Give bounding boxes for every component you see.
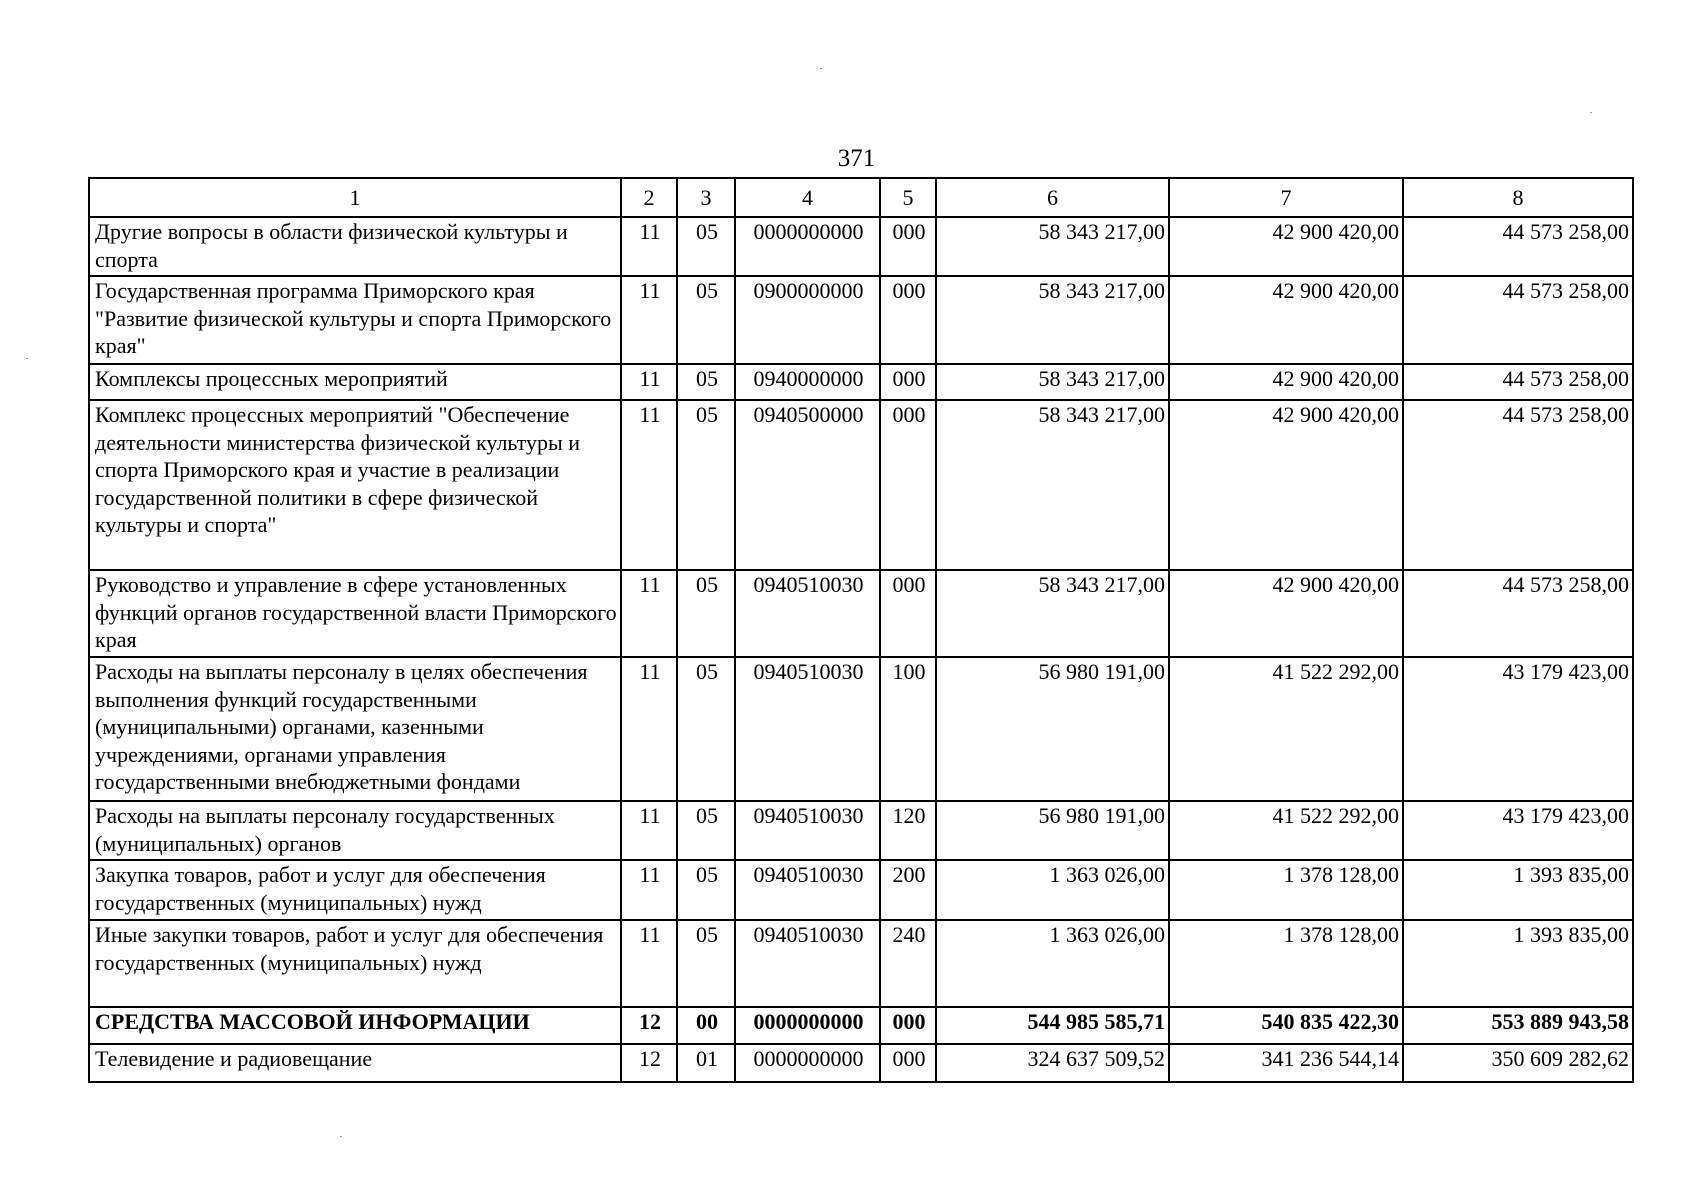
page-number: 371: [837, 145, 876, 172]
row-subsection-code: 05: [677, 657, 735, 801]
row-amount-col7: 42 900 420,00: [1169, 364, 1403, 400]
row-expense-type-code: 000: [880, 276, 936, 364]
row-amount-col8: 43 179 423,00: [1403, 657, 1633, 801]
row-section-code: 11: [621, 801, 677, 860]
row-amount-col6: 58 343 217,00: [936, 276, 1169, 364]
row-target-article-code: 0940510030: [735, 801, 880, 860]
row-amount-col8: 1 393 835,00: [1403, 920, 1633, 1007]
row-section-code: 11: [621, 276, 677, 364]
scan-speck: [340, 1136, 342, 1137]
row-amount-col7: 41 522 292,00: [1169, 657, 1403, 801]
row-amount-col8: 44 573 258,00: [1403, 400, 1633, 570]
row-subsection-code: 00: [677, 1007, 735, 1044]
row-amount-col6: 324 637 509,52: [936, 1044, 1169, 1082]
row-amount-col7: 41 522 292,00: [1169, 801, 1403, 860]
row-name: Государственная программа Приморского края "Развитие физической культуры и спорта Приморского края": [89, 276, 621, 364]
table-row: [89, 1007, 1633, 1044]
row-name: Иные закупки товаров, работ и услуг для обеспечения государственных (муниципальных) нужд: [89, 920, 621, 1007]
row-expense-type-code: 120: [880, 801, 936, 860]
header-row: [89, 178, 1633, 217]
row-amount-col6: 1 363 026,00: [936, 860, 1169, 920]
row-section-code: 11: [621, 860, 677, 920]
row-amount-col8: 350 609 282,62: [1403, 1044, 1633, 1082]
row-target-article-code: 0000000000: [735, 217, 880, 276]
table-row: [89, 570, 1633, 657]
scan-speck: [26, 358, 28, 359]
table-row: [89, 400, 1633, 570]
row-target-article-code: 0000000000: [735, 1007, 880, 1044]
row-subsection-code: 05: [677, 801, 735, 860]
row-expense-type-code: 200: [880, 860, 936, 920]
row-subsection-code: 05: [677, 276, 735, 364]
row-name: Комплекс процессных мероприятий "Обеспечение деятельности министерства физической культуры и спорта Приморского края и участие в реализации государственной политики в сфере физической культуры и спорта": [89, 400, 621, 570]
budget-table: [88, 177, 1634, 1083]
row-subsection-code: 05: [677, 217, 735, 276]
row-amount-col7: 42 900 420,00: [1169, 570, 1403, 657]
table-row: [89, 801, 1633, 860]
row-subsection-code: 05: [677, 364, 735, 400]
row-target-article-code: 0940500000: [735, 400, 880, 570]
column-header: 8: [1403, 178, 1633, 217]
table-row: [89, 920, 1633, 1007]
row-section-code: 12: [621, 1007, 677, 1044]
row-expense-type-code: 000: [880, 400, 936, 570]
row-amount-col8: 44 573 258,00: [1403, 570, 1633, 657]
row-amount-col6: 1 363 026,00: [936, 920, 1169, 1007]
table-row: [89, 217, 1633, 276]
row-subsection-code: 05: [677, 920, 735, 1007]
column-header: 2: [621, 178, 677, 217]
row-amount-col7: 42 900 420,00: [1169, 276, 1403, 364]
row-amount-col6: 58 343 217,00: [936, 400, 1169, 570]
row-target-article-code: 0940510030: [735, 570, 880, 657]
scan-speck: [820, 68, 822, 69]
scan-speck: [1590, 112, 1592, 113]
column-header: 7: [1169, 178, 1403, 217]
row-section-code: 11: [621, 217, 677, 276]
column-header: 1: [89, 178, 621, 217]
row-name: Руководство и управление в сфере установленных функций органов государственной власти Приморского края: [89, 570, 621, 657]
row-amount-col8: 43 179 423,00: [1403, 801, 1633, 860]
row-amount-col8: 44 573 258,00: [1403, 217, 1633, 276]
row-name: Телевидение и радиовещание: [89, 1044, 621, 1082]
row-target-article-code: 0940510030: [735, 657, 880, 801]
row-target-article-code: 0940510030: [735, 920, 880, 1007]
row-target-article-code: 0940000000: [735, 364, 880, 400]
row-expense-type-code: 000: [880, 1007, 936, 1044]
table-row: [89, 657, 1633, 801]
row-amount-col7: 42 900 420,00: [1169, 217, 1403, 276]
row-amount-col7: 1 378 128,00: [1169, 860, 1403, 920]
row-amount-col6: 56 980 191,00: [936, 657, 1169, 801]
row-expense-type-code: 240: [880, 920, 936, 1007]
row-target-article-code: 0940510030: [735, 860, 880, 920]
column-header: 4: [735, 178, 880, 217]
row-section-code: 12: [621, 1044, 677, 1082]
row-expense-type-code: 100: [880, 657, 936, 801]
row-amount-col8: 1 393 835,00: [1403, 860, 1633, 920]
column-header: 6: [936, 178, 1169, 217]
table-row: [89, 276, 1633, 364]
row-amount-col6: 544 985 585,71: [936, 1007, 1169, 1044]
row-amount-col8: 44 573 258,00: [1403, 364, 1633, 400]
row-amount-col7: 341 236 544,14: [1169, 1044, 1403, 1082]
column-header: 3: [677, 178, 735, 217]
row-expense-type-code: 000: [880, 570, 936, 657]
table-row: [89, 364, 1633, 400]
row-target-article-code: 0000000000: [735, 1044, 880, 1082]
row-subsection-code: 05: [677, 400, 735, 570]
row-section-code: 11: [621, 364, 677, 400]
row-section-code: 11: [621, 570, 677, 657]
column-header: 5: [880, 178, 936, 217]
row-subsection-code: 05: [677, 570, 735, 657]
row-amount-col8: 44 573 258,00: [1403, 276, 1633, 364]
row-name: СРЕДСТВА МАССОВОЙ ИНФОРМАЦИИ: [89, 1007, 621, 1044]
row-amount-col7: 540 835 422,30: [1169, 1007, 1403, 1044]
row-amount-col6: 58 343 217,00: [936, 217, 1169, 276]
row-expense-type-code: 000: [880, 217, 936, 276]
row-expense-type-code: 000: [880, 364, 936, 400]
row-target-article-code: 0900000000: [735, 276, 880, 364]
row-name: Расходы на выплаты персоналу в целях обеспечения выполнения функций государственными (муниципальными) органами, казенными учреждениями, органами управления государственными внебюджетными фондами: [89, 657, 621, 801]
row-name: Другие вопросы в области физической культуры и спорта: [89, 217, 621, 276]
table-row: [89, 860, 1633, 920]
row-name: Расходы на выплаты персоналу государственных (муниципальных) органов: [89, 801, 621, 860]
row-section-code: 11: [621, 657, 677, 801]
row-section-code: 11: [621, 920, 677, 1007]
row-amount-col7: 1 378 128,00: [1169, 920, 1403, 1007]
table-body: [89, 217, 1633, 1082]
row-section-code: 11: [621, 400, 677, 570]
row-amount-col8: 553 889 943,58: [1403, 1007, 1633, 1044]
row-name: Закупка товаров, работ и услуг для обеспечения государственных (муниципальных) нужд: [89, 860, 621, 920]
row-subsection-code: 05: [677, 860, 735, 920]
row-amount-col6: 56 980 191,00: [936, 801, 1169, 860]
row-amount-col6: 58 343 217,00: [936, 570, 1169, 657]
row-expense-type-code: 000: [880, 1044, 936, 1082]
row-amount-col6: 58 343 217,00: [936, 364, 1169, 400]
row-amount-col7: 42 900 420,00: [1169, 400, 1403, 570]
table-row: [89, 1044, 1633, 1082]
row-subsection-code: 01: [677, 1044, 735, 1082]
row-name: Комплексы процессных мероприятий: [89, 364, 621, 400]
